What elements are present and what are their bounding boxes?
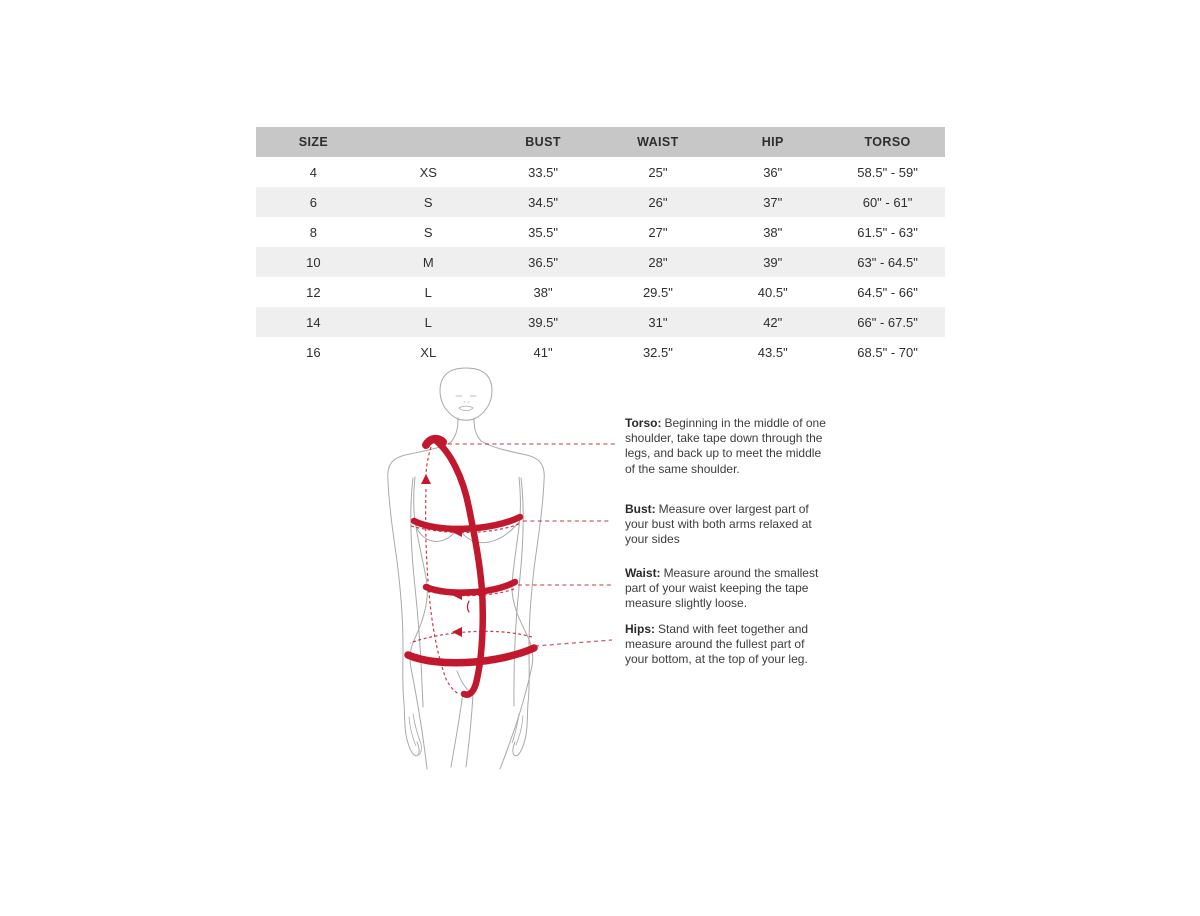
waist-band — [426, 582, 515, 593]
table-cell: 26" — [648, 194, 668, 210]
size-table-body — [256, 157, 945, 367]
measure-note-bust — [625, 502, 812, 548]
body-figure-svg — [380, 365, 625, 790]
table-cell: 31" — [648, 314, 668, 330]
note-text: your bottom, at the top of your leg. — [625, 652, 808, 667]
table-cell: 58.5" - 59" — [857, 164, 918, 180]
table-cell: 37" — [763, 194, 783, 210]
table-cell: 10 — [306, 254, 321, 270]
table-cell: 63" - 64.5" — [857, 254, 918, 270]
table-cell: 29.5" — [642, 284, 673, 300]
table-row — [256, 307, 945, 337]
note-label: Hips: — [625, 622, 655, 636]
note-label: Bust: — [625, 502, 656, 516]
note-label: Torso: — [625, 416, 662, 430]
note-text: measure slightly loose. — [625, 596, 748, 611]
body-measurement-diagram — [380, 365, 625, 790]
table-cell: L — [424, 284, 432, 300]
size-table — [256, 127, 945, 367]
note-text: of the same shoulder. — [625, 461, 740, 476]
note-text: Stand with feet together and — [658, 622, 809, 636]
column-header: SIZE — [298, 135, 329, 149]
table-cell: 14 — [306, 314, 321, 330]
table-cell: 34.5" — [528, 194, 559, 210]
table-cell: 27" — [648, 224, 668, 240]
table-row — [256, 247, 945, 277]
note-text: Beginning in the middle of one — [664, 416, 826, 430]
table-cell: 4 — [309, 164, 318, 180]
table-cell: 60" - 61" — [862, 194, 913, 210]
table-cell: 12 — [306, 284, 321, 300]
table-cell: 40.5" — [757, 284, 788, 300]
table-cell: 35.5" — [528, 224, 559, 240]
table-cell: S — [423, 194, 433, 210]
note-label: Waist: — [625, 566, 661, 580]
column-header: TORSO — [864, 135, 911, 149]
table-cell: 41" — [533, 344, 553, 360]
table-cell: 43.5" — [757, 344, 788, 360]
note-text: part of your waist keeping the tape — [625, 581, 809, 596]
table-row — [256, 337, 945, 367]
table-cell: M — [422, 254, 434, 270]
table-cell: 6 — [309, 194, 318, 210]
table-cell: 16 — [306, 344, 321, 360]
note-text: shoulder, take tape down through the — [625, 431, 823, 446]
torso-tape-back-dash-upper — [426, 447, 431, 477]
column-header: BUST — [525, 135, 561, 149]
table-cell: 8 — [309, 224, 318, 240]
table-cell: 36.5" — [528, 254, 559, 270]
table-row — [256, 217, 945, 247]
measure-note-hips — [625, 622, 808, 668]
table-cell: XS — [419, 164, 437, 180]
note-text: your sides — [625, 532, 680, 547]
hip-left-arrow-icon — [452, 627, 462, 637]
table-cell: 33.5" — [528, 164, 559, 180]
table-cell: 39" — [763, 254, 783, 270]
hip-back-dash — [410, 631, 532, 643]
up-arrow-icon — [421, 474, 431, 484]
size-table-header-row — [256, 127, 945, 157]
table-cell: 64.5" - 66" — [857, 284, 918, 300]
table-cell: 28" — [648, 254, 668, 270]
bust-band — [414, 517, 520, 529]
measuring-tape-marks — [408, 439, 534, 695]
note-text: your bust with both arms relaxed at — [625, 517, 812, 532]
table-row — [256, 277, 945, 307]
table-cell: 32.5" — [642, 344, 673, 360]
table-cell: 38" — [533, 284, 553, 300]
table-cell: 61.5" - 63" — [857, 224, 918, 240]
table-cell: 39.5" — [528, 314, 559, 330]
measure-note-torso — [625, 416, 826, 477]
table-cell: 66" - 67.5" — [857, 314, 918, 330]
table-cell: S — [423, 224, 433, 240]
table-cell: 68.5" - 70" — [857, 344, 918, 360]
note-text: Measure over largest part of — [658, 502, 809, 516]
note-text: measure around the fullest part of — [625, 637, 805, 652]
note-text: Measure around the smallest — [663, 566, 819, 580]
table-cell: 25" — [648, 164, 668, 180]
body-outline — [388, 368, 545, 769]
tape-cross-mark — [468, 601, 470, 612]
note-text: legs, and back up to meet the middle — [625, 446, 822, 461]
table-cell: L — [424, 314, 432, 330]
table-cell: 38" — [763, 224, 783, 240]
measure-note-waist — [625, 566, 818, 612]
table-cell: 36" — [763, 164, 783, 180]
table-cell: 42" — [763, 314, 783, 330]
column-header: WAIST — [637, 135, 679, 149]
torso-tape — [434, 439, 483, 695]
hips-leader-line — [535, 640, 612, 646]
column-header: HIP — [761, 135, 784, 149]
table-cell: XL — [420, 344, 437, 360]
table-row — [256, 187, 945, 217]
table-row — [256, 157, 945, 187]
